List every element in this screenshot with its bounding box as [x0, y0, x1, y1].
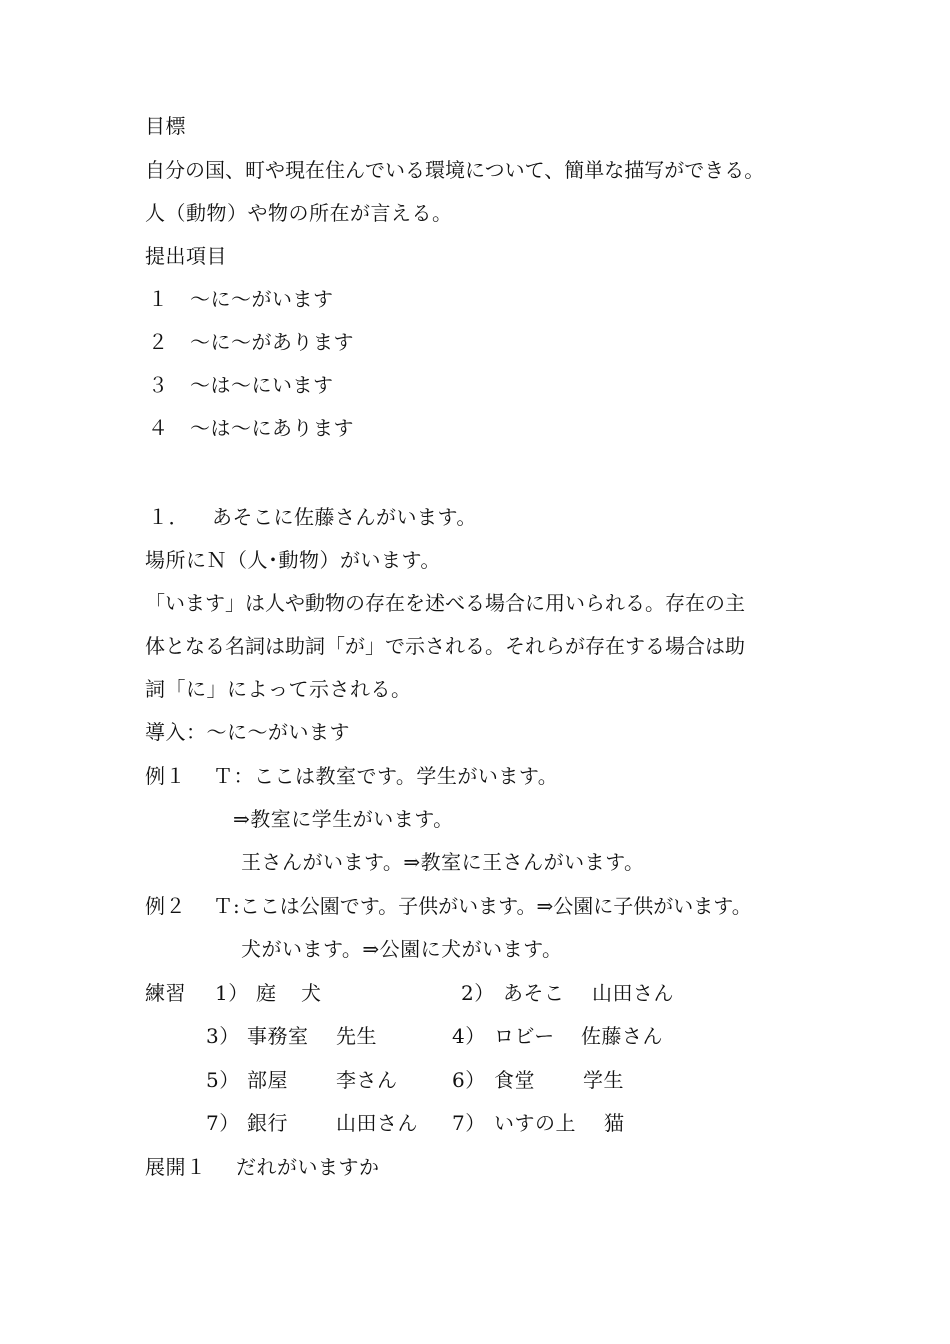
- practice-label: 練習: [145, 981, 186, 1005]
- develop-text: だれがいますか: [236, 1155, 380, 1179]
- practice-num: 4）: [452, 1024, 486, 1048]
- example-2-label: 例２: [145, 894, 186, 918]
- practice-num: 7）: [452, 1111, 486, 1135]
- practice-num: 5）: [206, 1068, 240, 1092]
- explain-line-3: 詞「に」によって示される。: [145, 677, 412, 701]
- practice-row-2: [0, 1022, 950, 1050]
- section-title: [0, 503, 950, 531]
- practice-num: 3）: [206, 1024, 240, 1048]
- practice-num: 2）: [461, 981, 495, 1005]
- list-item: [0, 414, 950, 442]
- explain-line-2: 体となる名詞は助詞「が」で示される。それらが存在する場合は助: [145, 634, 745, 658]
- practice-num: 6）: [452, 1068, 486, 1092]
- practice-place: 庭: [256, 981, 277, 1005]
- example-2-line-1: Ｔ:ここは公園です。子供がいます。⇒公園に子供がいます。: [213, 894, 752, 918]
- example-1-label: 例１: [145, 764, 186, 788]
- example-1-line-2: ⇒教室に学生がいます。: [233, 807, 454, 831]
- pattern-line: 場所にＮ（人･動物）がいます。: [145, 548, 441, 572]
- develop-line: [0, 1153, 950, 1181]
- list-item-number: ２: [148, 330, 169, 354]
- list-item-text: ～に～があります: [190, 330, 354, 354]
- practice-place: 食堂: [494, 1068, 535, 1092]
- practice-num: 7）: [206, 1111, 240, 1135]
- list-item: [0, 285, 950, 313]
- practice-who: 猫: [604, 1111, 625, 1135]
- list-item: [0, 371, 950, 399]
- develop-label: 展開１: [145, 1155, 207, 1179]
- example-1-line-1: Ｔ：ここは教室です。学生がいます。: [213, 764, 559, 788]
- items-heading: 提出項目: [145, 244, 227, 268]
- practice-place: 部屋: [247, 1068, 288, 1092]
- intro-line: 導入：～に～がいます: [145, 720, 350, 744]
- list-item-text: ～は～にあります: [190, 416, 354, 440]
- list-item: [0, 328, 950, 356]
- list-item-text: ～は～にいます: [190, 373, 334, 397]
- example-2-line-2: 犬がいます。⇒公園に犬がいます。: [241, 937, 563, 961]
- practice-place: 銀行: [247, 1111, 288, 1135]
- practice-row-3: [0, 1066, 950, 1094]
- practice-place: ロビー: [494, 1024, 555, 1048]
- example-2: [0, 892, 950, 920]
- practice-who: 山田さん: [336, 1111, 418, 1135]
- practice-place: あそこ: [503, 981, 565, 1005]
- practice-who: 李さん: [336, 1068, 398, 1092]
- goals-line-1: 自分の国、町や現在住んでいる環境について、簡単な描写ができる。: [145, 158, 765, 182]
- section-title-text: あそこに佐藤さんがいます。: [212, 505, 477, 529]
- practice-who: 学生: [583, 1068, 624, 1092]
- practice-num: 1）: [215, 981, 249, 1005]
- practice-who: 先生: [336, 1024, 377, 1048]
- section-number: １．: [148, 505, 189, 529]
- goals-line-2: 人（動物）や物の所在が言える。: [145, 201, 453, 225]
- practice-row-1: [0, 979, 950, 1007]
- example-1: [0, 762, 950, 790]
- list-item-number: １: [148, 287, 169, 311]
- practice-who: 佐藤さん: [581, 1024, 663, 1048]
- goals-heading: 目標: [145, 114, 186, 138]
- practice-place: いすの上: [494, 1111, 576, 1135]
- practice-row-4: [0, 1109, 950, 1137]
- practice-who: 山田さん: [592, 981, 674, 1005]
- list-item-number: ３: [148, 373, 169, 397]
- list-item-number: ４: [148, 416, 169, 440]
- practice-place: 事務室: [247, 1024, 309, 1048]
- explain-line-1: 「います」は人や動物の存在を述べる場合に用いられる。存在の主: [145, 591, 745, 615]
- practice-who: 犬: [301, 981, 322, 1005]
- list-item-text: ～に～がいます: [190, 287, 334, 311]
- example-1-line-3: 王さんがいます。⇒教室に王さんがいます。: [241, 850, 645, 874]
